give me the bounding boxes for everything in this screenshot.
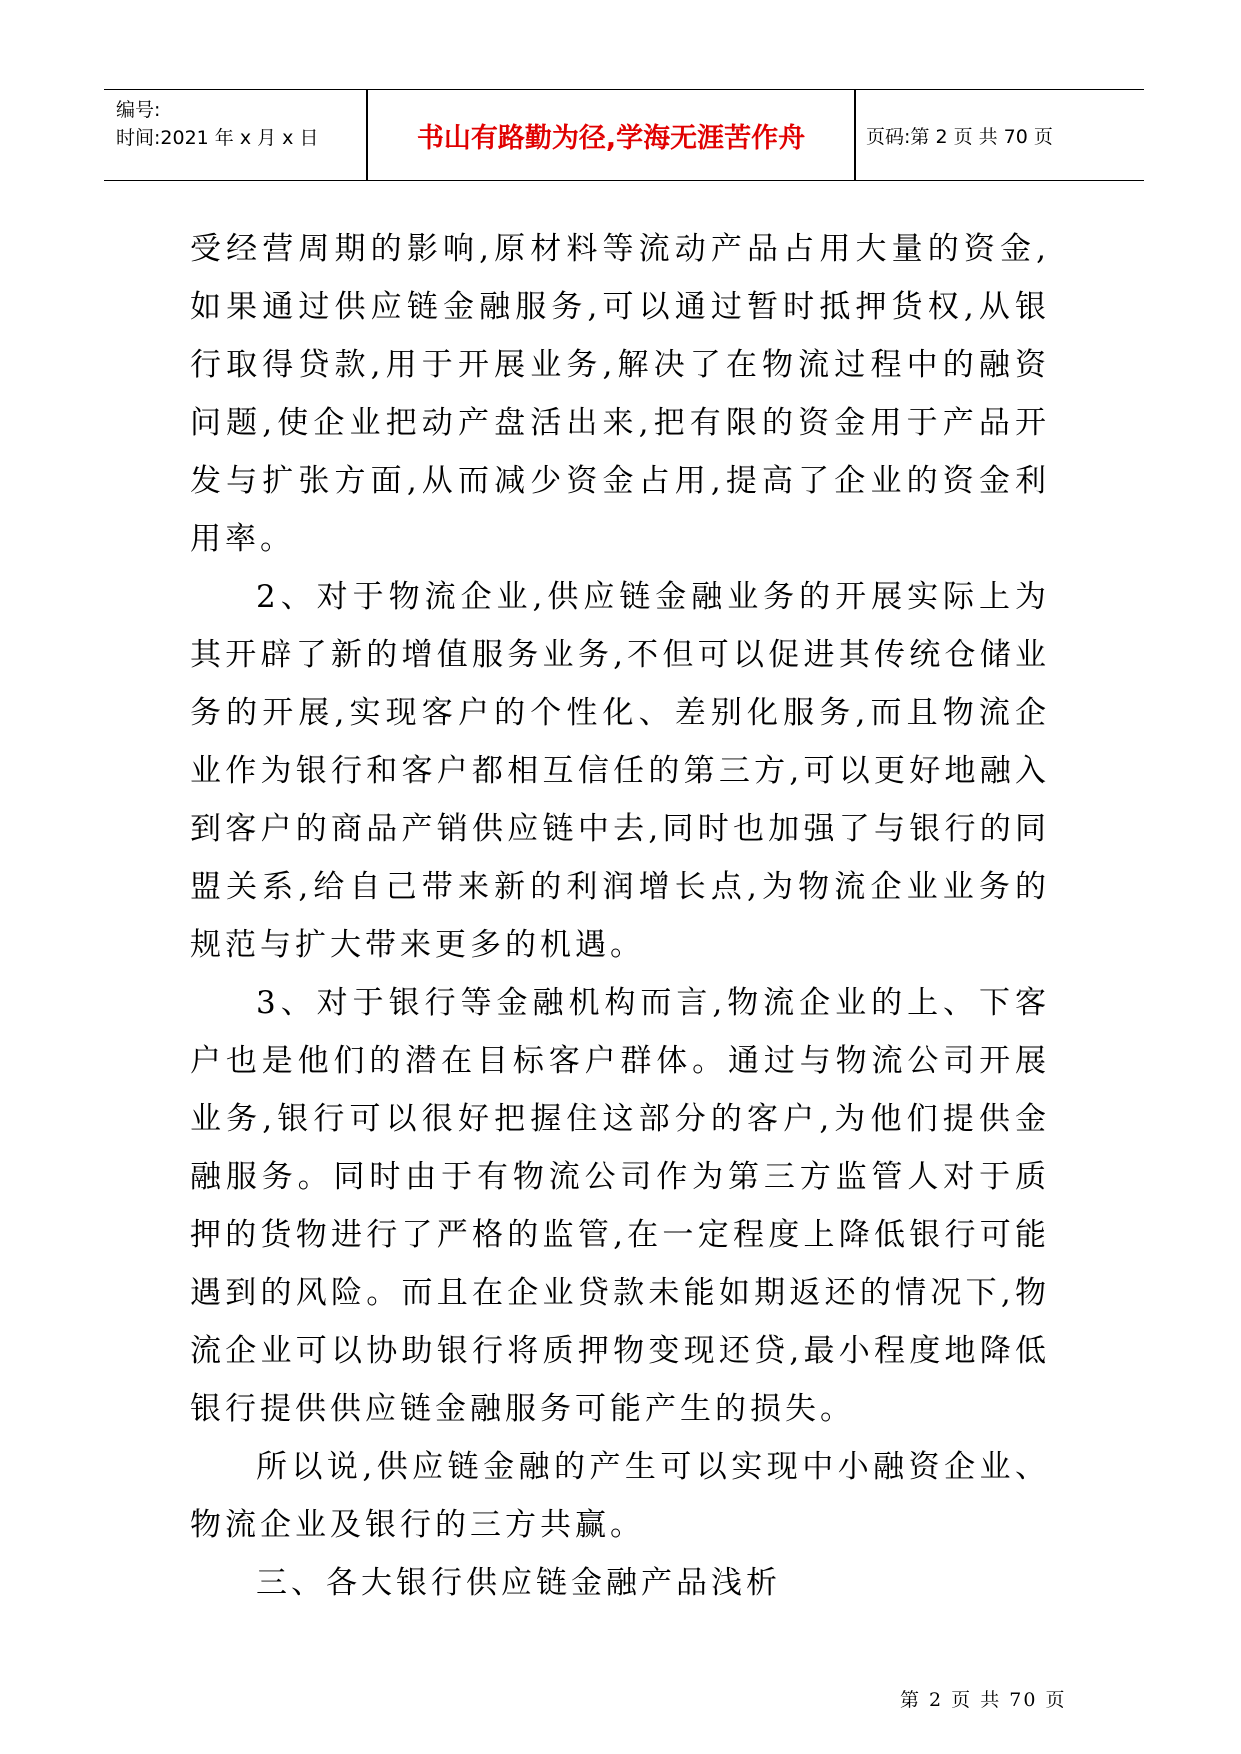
document-number-label: 编号: bbox=[116, 99, 161, 121]
paragraph: 受经营周期的影响,原材料等流动产品占用大量的资金,如果通过供应链金融服务,可以通过暂时抵押货权,从银行取得贷款,用于开展业务,解决了在物流过程中的融资问题,使企业把动产盘活出来,把有限的资金用于产品开发与扩张方面,从而减少资金占用,提高了企业的资金利用率。 bbox=[190, 231, 1050, 557]
page-header bbox=[104, 89, 1144, 181]
page-footer: 第 2 页 共 70 页 bbox=[900, 1689, 1067, 1711]
body-text bbox=[190, 220, 1050, 1612]
paragraph: 2、对于物流企业,供应链金融业务的开展实际上为其开辟了新的增值服务业务,不但可以促进其传统仓储业务的开展,实现客户的个性化、差别化服务,而且物流企业作为银行和客户都相互信任的第三方,可以更好地融入到客户的商品产销供应链中去,同时也加强了与银行的同盟关系,给自己带来新的利润增长点,为物流企业业务的规范与扩大带来更多的机遇。 bbox=[190, 579, 1050, 963]
paragraph: 3、对于银行等金融机构而言,物流企业的上、下客户也是他们的潜在目标客户群体。通过与物流公司开展业务,银行可以很好把握住这部分的客户,为他们提供金融服务。同时由于有物流公司作为第三方监管人对于质押的货物进行了严格的监管,在一定程度上降低银行可能遇到的风险。而且在企业贷款未能如期返还的情况下,物流企业可以协助银行将质押物变现还贷,最小程度地降低银行提供供应链金融服务可能产生的损失。 bbox=[190, 985, 1050, 1427]
section-heading: 三、各大银行供应链金融产品浅析 bbox=[256, 1565, 781, 1601]
document-time-label: 时间:2021 年 x 月 x 日 bbox=[116, 127, 319, 149]
header-divider bbox=[854, 90, 856, 180]
header-motto: 书山有路勤为径,学海无涯苦作舟 bbox=[416, 122, 806, 154]
paragraph: 所以说,供应链金融的产生可以实现中小融资企业、物流企业及银行的三方共赢。 bbox=[190, 1449, 1050, 1543]
header-page-info: 页码:第 2 页 共 70 页 bbox=[866, 125, 1053, 148]
